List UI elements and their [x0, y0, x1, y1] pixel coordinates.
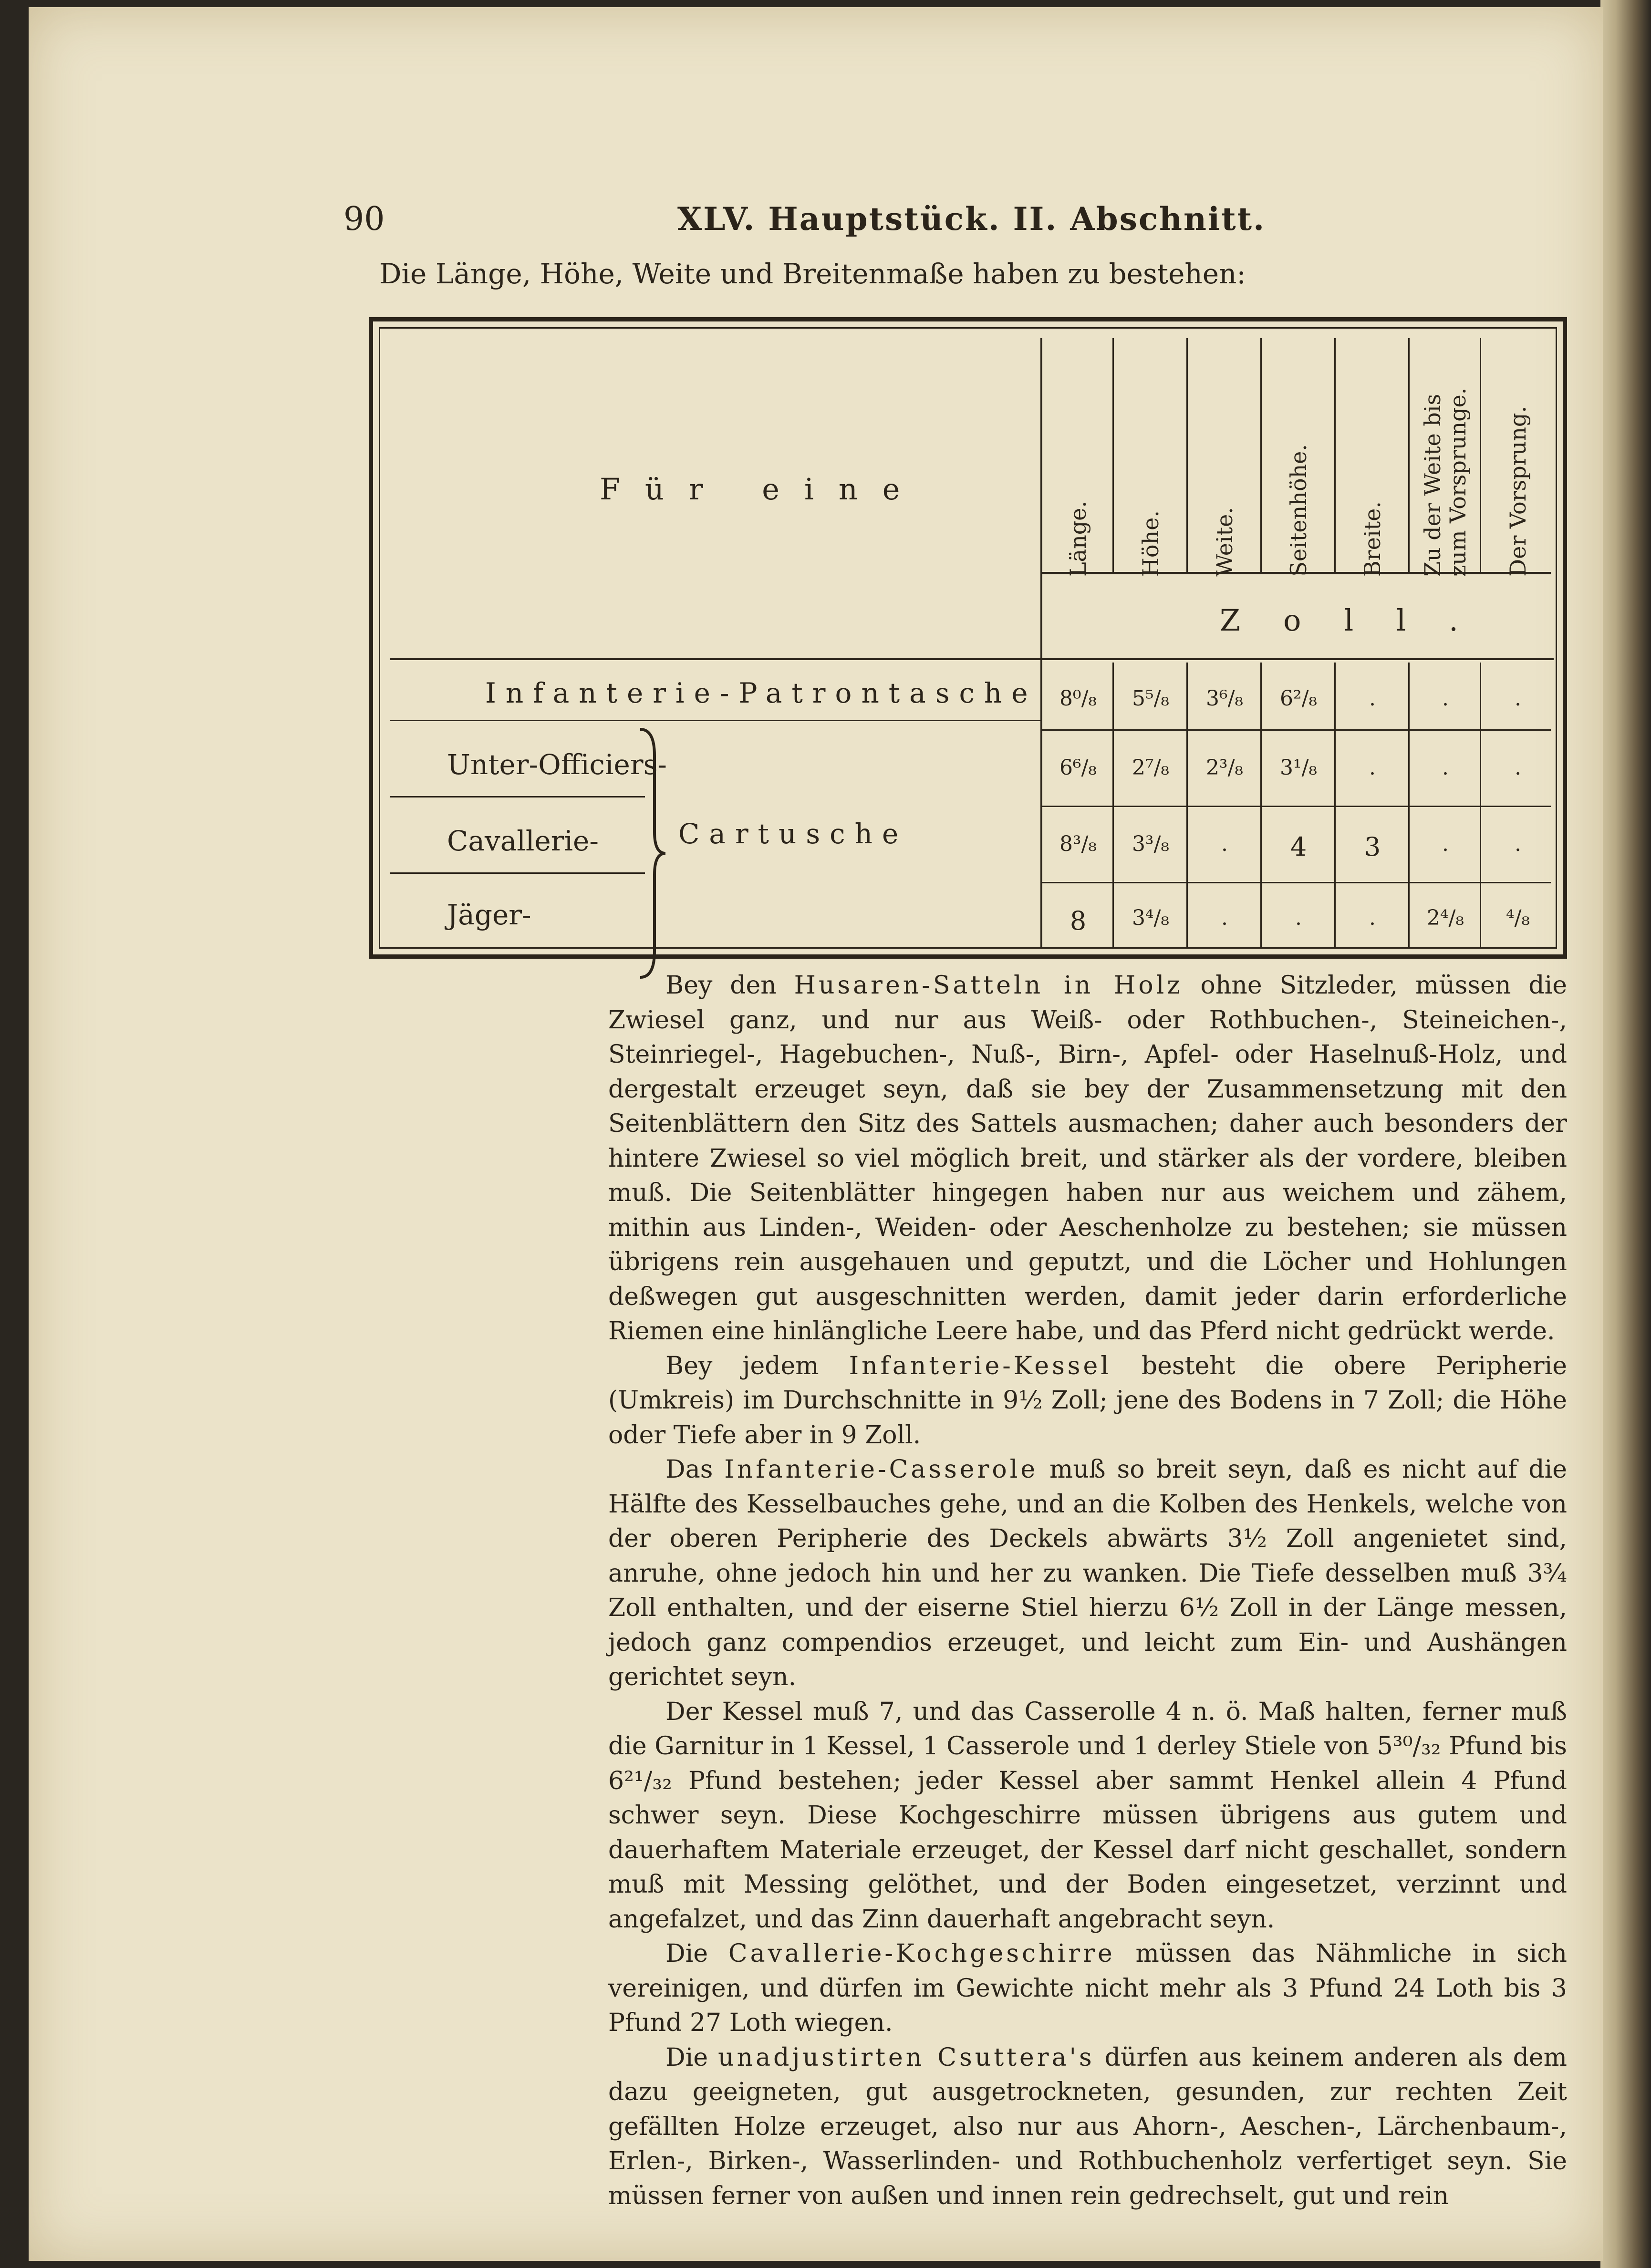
page-header: [343, 200, 1651, 238]
table-cell: 2⁷/₈: [1132, 756, 1170, 780]
paragraph-csuttera: Die unadjustirten Csuttera's dürfen aus keinem anderen als dem dazu geeigneten, gut ausgetrockneten, gesunden, zur rechten Zeit gefällten Holze erzeuget, also nur aus Ahorn-, Aeschen-, Lärchenbaum-, Erlen-, Birken-, Wasserlinden- und Rothbuchenholz verfertiget seyn. Sie müssen ferner von außen und innen rein gedrechselt, gut und rein: [608, 2043, 1567, 2210]
column-header-hoehe: Höhe.: [1137, 510, 1163, 577]
paragraph-infanterie-casserole: Das Infanterie-Casserole muß so breit seyn, daß es nicht auf die Hälfte des Kesselbauches gehe, und an die Kolben des Henkels, welche von der oberen Peripherie des Deckels abwärts 3½ Zoll angenietet sind, anruhe, ohne jedoch hin und her zu wanken. Die Tiefe desselben muß 3¾ Zoll enthalten, und der eiserne Stiel hierzu 6½ Zoll in der Länge messen, jedoch ganz compendios erzeuget, und leicht zum Ein- und Aushängen gerichtet seyn.: [608, 1455, 1567, 1691]
row-label-jaeger: Jäger-: [447, 899, 531, 931]
table-divider: [390, 872, 645, 874]
table-cell: .: [1515, 756, 1521, 780]
paragraph-husaren-sattel: Bey den Husaren-Satteln in Holz ohne Sitzleder, müssen die Zwiesel ganz, und nur aus Weiß- oder Rothbuchen-, Steineichen-, Steinriegel-, Hagebuchen-, Nuß-, Birn-, Apfel- oder Haselnuß-Holz, und dergestalt erzeuget seyn, daß sie bey der Zusammensetzung mit den Seitenblättern den Sitz des Sattels ausmachen; daher auch besonders der hintere Zwiesel so viel möglich breit, und stärker als der vordere, bleiben muß. Die Seitenblätter hingegen haben nur aus weichem und zähem, mithin aus Linden-, Weiden- oder Aeschenholze zu bestehen; sie müssen übrigens rein ausgehauen und geputzt, und die Löcher und Hohlungen deßwegen gut ausgeschnitten werden, damit jeder darin erforderliche Riemen eine hinlängliche Leere habe, und das Pferd nicht gedrückt werde.: [608, 971, 1567, 1346]
table-cell: .: [1442, 756, 1449, 780]
column-header-weite: Weite.: [1211, 507, 1237, 577]
body-text: [608, 968, 1567, 2213]
table-intro: Die Länge, Höhe, Weite und Breitenmaße haben zu bestehen:: [379, 258, 1246, 290]
row-label-unter-officiers: Unter-Officiers-: [447, 748, 667, 781]
table-divider: [1334, 338, 1336, 572]
page-number: 90: [343, 200, 385, 238]
table-cell: 8⁰/₈: [1059, 686, 1097, 711]
table-divider: [390, 796, 645, 797]
table-cell: 8³/₈: [1059, 832, 1097, 856]
table-cell: .: [1221, 832, 1228, 856]
table-cell: 3¹/₈: [1279, 756, 1318, 780]
table-divider: [1186, 338, 1188, 572]
book-spine: [1600, 0, 1651, 2268]
table-cell: 3³/₈: [1132, 832, 1170, 856]
column-header-vorsprung: Der Vorsprung.: [1505, 406, 1531, 577]
table-inner-frame: [379, 327, 1557, 949]
unit-label: Zoll.: [1220, 603, 1501, 638]
table-cell: ⁴/₈: [1506, 906, 1530, 930]
column-header-laenge: Länge.: [1065, 501, 1091, 577]
table-cell: .: [1369, 686, 1376, 711]
table-cell: .: [1295, 906, 1302, 930]
table-cell: .: [1221, 906, 1228, 930]
table-cell: .: [1369, 756, 1376, 780]
table-cell: .: [1442, 686, 1449, 711]
table-cell: 2⁴/₈: [1426, 906, 1464, 930]
table-cell: 3: [1364, 832, 1381, 862]
running-head: XLV. Hauptstück. II. Abschnitt.: [677, 200, 1266, 238]
table-cell: 6²/₈: [1279, 686, 1318, 711]
measurement-table: [369, 317, 1567, 959]
table-cell: 3⁶/₈: [1205, 686, 1244, 711]
table-cell: 6⁶/₈: [1059, 756, 1097, 780]
paragraph-infanterie-kessel: Bey jedem Infanterie-Kessel besteht die obere Peripherie (Umkreis) im Durchschnitte in 9½ Zoll; jene des Bodens in 7 Zoll; die Höhe oder Tiefe aber in 9 Zoll.: [608, 1351, 1568, 1450]
table-cell: .: [1515, 832, 1521, 856]
table-cell: .: [1442, 832, 1449, 856]
table-divider: [1040, 729, 1551, 731]
row-label-infanterie: Infanterie-Patrontasche: [485, 677, 1038, 709]
column-header-zur-weite: Zu der Weite bis zum Vorsprunge.: [1420, 387, 1471, 577]
column-header-breite: Breite.: [1359, 501, 1385, 577]
brace-icon: [638, 727, 666, 980]
table-cell: 3⁴/₈: [1132, 906, 1170, 930]
group-label-cartusche: Cartusche: [678, 818, 908, 850]
table-divider: [1260, 338, 1262, 572]
table-divider: [390, 720, 1041, 721]
book-page: [29, 7, 1603, 2261]
table-cell: .: [1515, 686, 1521, 711]
table-divider: [1040, 806, 1551, 807]
table-cell: 5⁵/₈: [1132, 686, 1170, 711]
column-header-seitenhoehe: Seitenhöhe.: [1285, 444, 1311, 577]
row-label-cavallerie: Cavallerie-: [447, 825, 599, 857]
table-cell: 4: [1290, 832, 1307, 862]
paragraph-cavallerie-kochgeschirre: Die Cavallerie-Kochgeschirre müssen das Nähmliche in sich vereinigen, und dürfen im Gewichte nicht mehr als 3 Pfund 24 Loth bis 3 Pfund 27 Loth wiegen.: [608, 1939, 1568, 2037]
paragraph-kessel-garnitur: Der Kessel muß 7, und das Casserolle 4 n. ö. Maß halten, ferner muß die Garnitur in 1 Kessel, 1 Casserole und 1 derley Stiele von 5³⁰/₃₂ Pfund bis 6²¹/₃₂ Pfund bestehen; jeder Kessel aber sammt Henkel allein 4 Pfund schwer seyn. Diese Kochgeschirre müssen übrigens aus gutem und dauerhaftem Materiale erzeuget, der Kessel darf nicht geschallet, sondern muß mit Messing gelöthet, und der Boden eingesetzet, verzinnt und angefalzet, und das Zinn dauerhaft angebracht seyn.: [608, 1697, 1567, 1934]
table-cell: 8: [1070, 906, 1087, 936]
table-divider: [1040, 882, 1551, 883]
table-cell: .: [1369, 906, 1376, 930]
table-divider: [390, 658, 1554, 660]
table-cell: 2³/₈: [1205, 756, 1244, 780]
corner-label: Für eine: [600, 472, 925, 507]
